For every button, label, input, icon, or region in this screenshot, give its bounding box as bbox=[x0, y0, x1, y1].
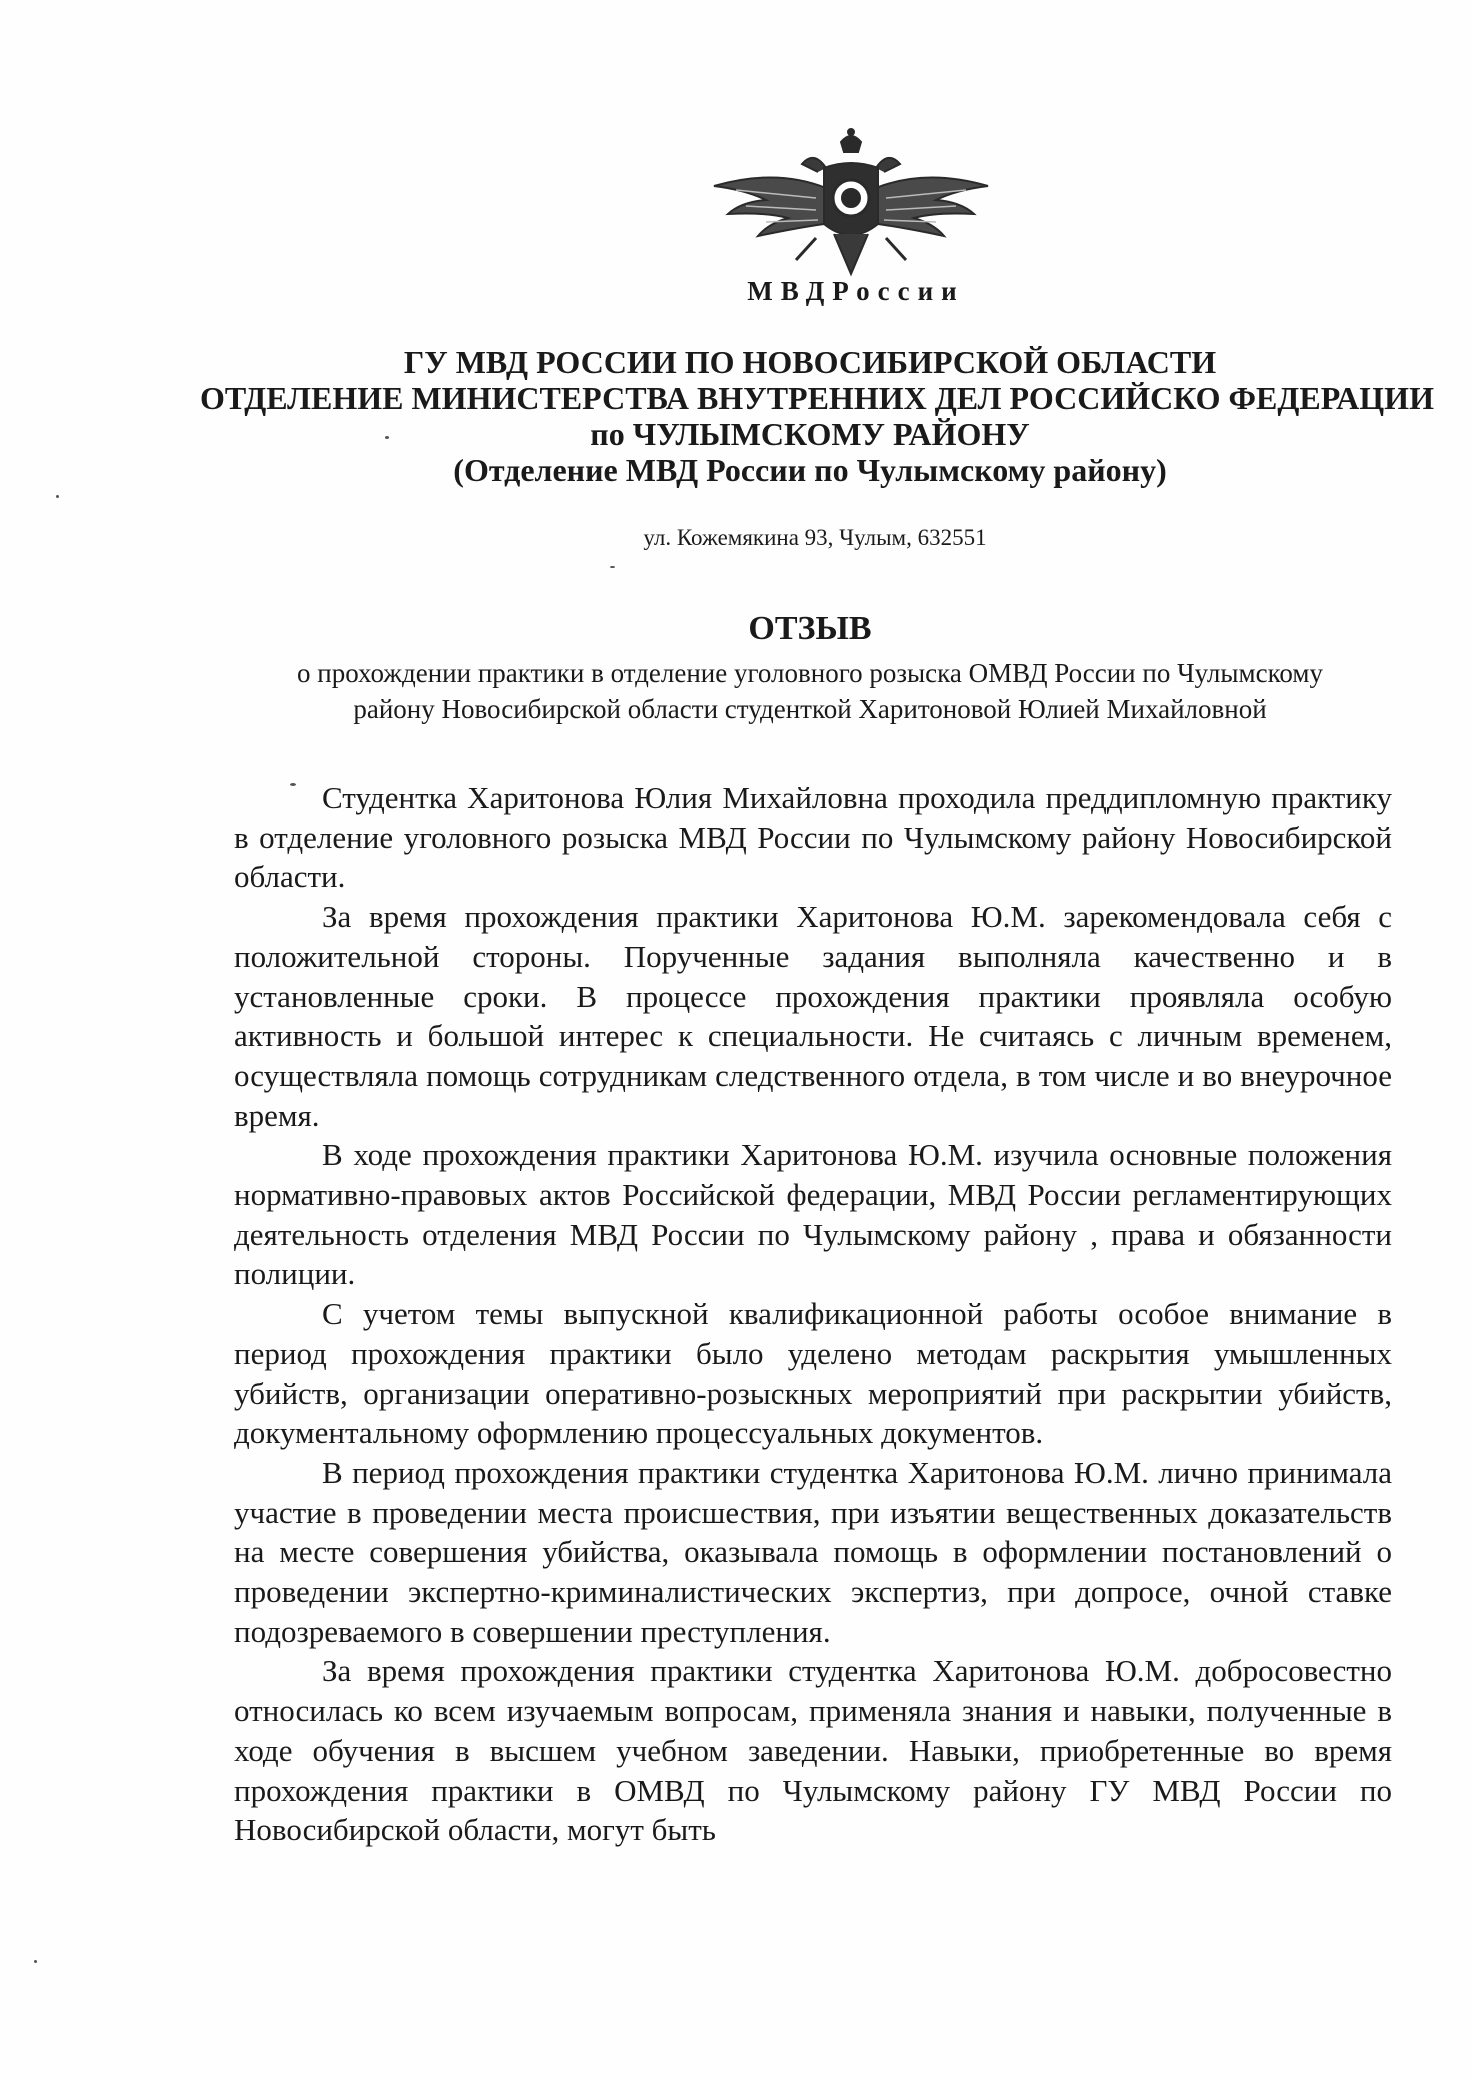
document-title: ОТЗЫВ bbox=[748, 610, 872, 647]
body-paragraph: Студентка Харитонова Юлия Михайловна проходила преддипломную практику в отделение уголовного розыска МВД России по Чулымскому району Новосибирской области. bbox=[234, 780, 1392, 895]
subtitle-line: о прохождении практики в отделение уголовного розыска ОМВД России по Чулымскому bbox=[297, 658, 1323, 688]
body-paragraph: В ходе прохождения практики Харитонова Ю.М. изучила основные положения нормативно-правовых актов Российской федерации, МВД России регламентирующих деятельность отделения МВД России по Чулымскому району , права и обязанности полиции. bbox=[234, 1137, 1392, 1292]
scan-speck bbox=[56, 495, 59, 498]
document-body bbox=[234, 778, 1392, 1850]
scan-speck bbox=[290, 783, 296, 786]
scan-speck bbox=[610, 566, 615, 568]
scan-speck bbox=[385, 436, 389, 439]
organization-name bbox=[200, 344, 1434, 488]
org-line: ГУ МВД РОССИИ ПО НОВОСИБИРСКОЙ ОБЛАСТИ bbox=[403, 344, 1217, 380]
document-subtitle bbox=[200, 655, 1420, 727]
org-line: по ЧУЛЫМСКОМУ РАЙОНУ bbox=[590, 416, 1030, 452]
address: ул. Кожемякина 93, Чулым, 632551 bbox=[643, 525, 987, 550]
scan-speck bbox=[34, 1960, 37, 1963]
body-paragraph: С учетом темы выпускной квалификационной работы особое внимание в период прохождения практики было уделено методам раскрытия умышленных убийств, организации оперативно-розыскных мероприятий при раскрытии убийств, документальному оформлению процессуальных документов. bbox=[234, 1296, 1392, 1451]
org-line: ОТДЕЛЕНИЕ МИНИСТЕРСТВА ВНУТРЕННИХ ДЕЛ РОССИЙСКО ФЕДЕРАЦИИ bbox=[200, 380, 1434, 416]
subtitle-line: району Новосибирской области студенткой Харитоновой Юлией Михайловной bbox=[353, 694, 1267, 724]
org-line: (Отделение МВД России по Чулымскому району) bbox=[453, 452, 1167, 488]
body-paragraph: За время прохождения практики Харитонова Ю.М. зарекомендовала себя с положительной стороны. Порученные задания выполняла качественно и в установленные сроки. В процессе прохождения практики проявляла особую активность и большой интерес к специальности. Не считаясь с личным временем, осуществляла помощь сотрудникам следственного отдела, в том числе и во внеурочное время. bbox=[234, 899, 1392, 1133]
double-headed-eagle-emblem-icon bbox=[706, 128, 996, 278]
body-paragraph: В период прохождения практики студентка Харитонова Ю.М. лично принимала участие в проведении места происшествия, при изъятии вещественных доказательств на месте совершения убийства, оказывала помощь в оформлении постановлений о проведении экспертно-криминалистических экспертиз, при допросе, очной ставке подозреваемого в совершении преступления. bbox=[234, 1454, 1392, 1649]
ministry-label: МВДРоссии bbox=[747, 276, 965, 306]
body-paragraph: За время прохождения практики студентка Харитонова Ю.М. добросовестно относилась ко всем изучаемым вопросам, применяла знания и навыки, полученные в ходе обучения в высшем учебном заведении. Навыки, приобретенные во время прохождения практики в ОМВД по Чулымскому району ГУ МВД России по Новосибирской области, могут быть bbox=[234, 1653, 1392, 1848]
